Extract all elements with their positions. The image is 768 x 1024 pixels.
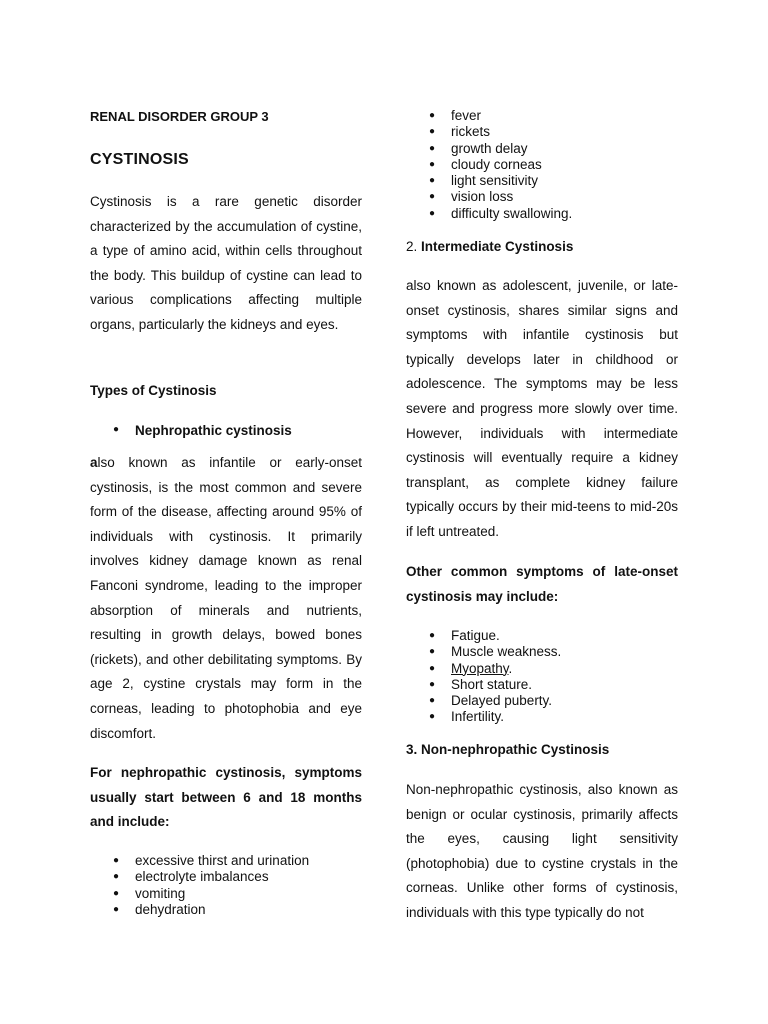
group-heading: RENAL DISORDER GROUP 3 [90, 109, 269, 124]
list-item: ● rickets [406, 124, 678, 140]
types-heading: Types of Cystinosis [90, 383, 217, 398]
list-item: ● excessive thirst and urination [90, 853, 362, 869]
myopathy-link-text: Myopathy [451, 660, 509, 676]
nephropathic-heading-text: Nephropathic cystinosis [135, 423, 292, 438]
list-item: ● Delayed puberty. [406, 693, 678, 709]
list-item: ● Fatigue. [406, 628, 678, 644]
section-number: 2. [406, 239, 418, 254]
list-item: ● cloudy corneas [406, 157, 678, 173]
non-nephropathic-heading: 3. Non-nephropathic Cystinosis [406, 742, 610, 757]
late-onset-symptoms-list [406, 628, 678, 726]
list-item: ● fever [406, 108, 678, 124]
list-item: ● vision loss [406, 189, 678, 205]
intro-paragraph: Cystinosis is a rare genetic disorder characterized by the accumulation of cystine, a type of amino acid, within cells throughout the body. This buildup of cystine can lead to various complications affecting multiple organs, particularly the kidneys and eyes. [90, 194, 362, 332]
left-column [90, 0, 362, 917]
intermediate-heading-text: Intermediate Cystinosis [421, 239, 574, 254]
late-onset-intro: Other common symptoms of late-onset cystinosis may include: [406, 564, 678, 604]
myopathy-period: . [508, 660, 513, 676]
bullet-icon: ● [113, 424, 120, 435]
list-item: ● light sensitivity [406, 173, 678, 189]
page-title: CYSTINOSIS [90, 151, 189, 168]
nephropathic-paragraph [90, 451, 362, 746]
list-item: ● growth delay [406, 141, 678, 157]
nephropathic-heading [90, 423, 385, 438]
list-item: ● Infertility. [406, 709, 678, 725]
non-nephropathic-paragraph: Non-nephropathic cystinosis, also known as benign or ocular cystinosis, primarily affects the eyes, causing light sensitivity (photophobia) due to cystine crystals in the corneas. Unlike other forms of cystinosis, individuals with this type typically do not [406, 782, 678, 920]
list-item: ● Short stature. [406, 677, 678, 693]
list-item: ● electrolyte imbalances [90, 869, 362, 885]
nephropathic-text: lso known as infantile or early-onset cystinosis, is the most common and severe form of the disease, affecting around 95% of individuals with cystinosis. It primarily involves kidney damage known as renal Fanconi syndrome, leading to the improper absorption of minerals and nutrients, resulting in growth delays, bowed bones (rickets), and other debilitating symptoms. By age 2, cystine crystals may form in the corneas, leading to photophobia and eye discomfort. [90, 455, 362, 741]
list-item: ● dehydration [90, 902, 362, 918]
list-item: ● vomiting [90, 886, 362, 902]
nephropathic-symptoms-list [90, 853, 362, 918]
symptoms-intro: For nephropathic cystinosis, symptoms usually start between 6 and 18 months and include: [90, 765, 362, 830]
intermediate-paragraph: also known as adolescent, juvenile, or late-onset cystinosis, shares similar signs and symptoms with infantile cystinosis but typically develops later in childhood or adolescence. The symptoms may be less severe and progress more slowly over time. However, individuals with intermediate cystinosis will eventually require a kidney transplant, as complete kidney failure typically occurs by their mid-teens to mid-20s if left untreated. [406, 278, 678, 539]
list-item [406, 661, 678, 677]
nephropathic-symptoms-list-continued [406, 108, 678, 222]
drop-letter: a [90, 455, 98, 470]
list-item: ● difficulty swallowing. [406, 206, 678, 222]
list-item: ● Muscle weakness. [406, 644, 678, 660]
intermediate-heading [406, 239, 573, 254]
